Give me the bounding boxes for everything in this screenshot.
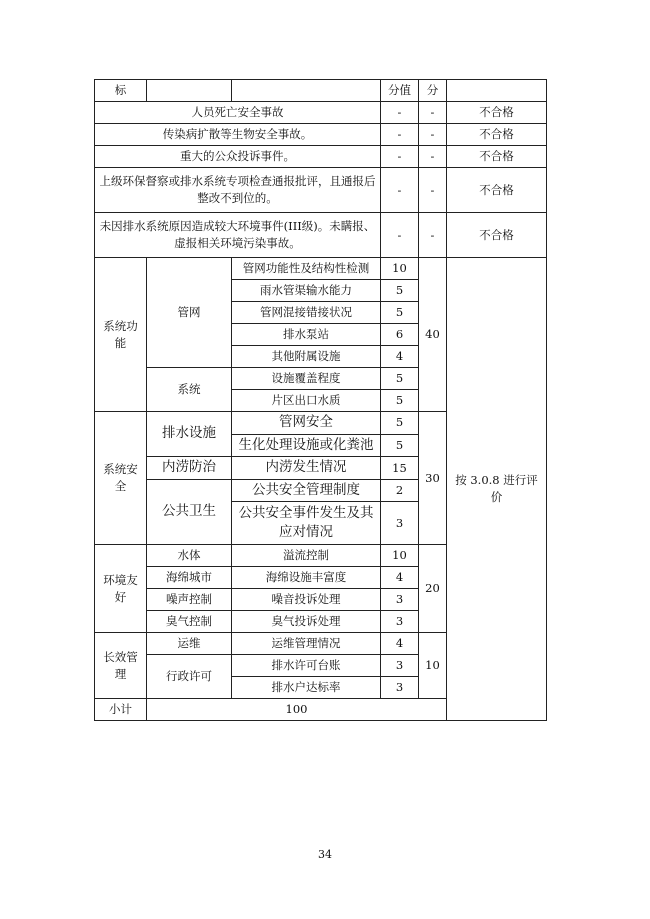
table-row: 排水户达标率 3 [95, 677, 547, 699]
table-row: 噪声控制 噪音投诉处理 3 [95, 589, 547, 611]
table-row: 环境友好 水体 溢流控制 10 20 [95, 545, 547, 567]
table-row: 生化处理设施或化粪池 5 [95, 434, 547, 457]
subcategory-drainage-facilities: 排水设施 [147, 412, 232, 457]
veto-row: 重大的公众投诉事件。 - - 不合格 [95, 146, 547, 168]
table-row: 行政许可 排水许可台账 3 [95, 655, 547, 677]
veto-row: 上级环保督察或排水系统专项检查通报批评，且通报后整改不到位的。 - - 不合格 [95, 168, 547, 213]
subcategory-water-body: 水体 [147, 545, 232, 567]
category-total: 20 [419, 545, 447, 633]
subcategory-public-health: 公共卫生 [147, 479, 232, 545]
table-row: 系统功能 管网 管网功能性及结构性检测 10 40 按 3.0.8 进行评价 [95, 258, 547, 280]
subcategory-system: 系统 [147, 368, 232, 412]
veto-item: 人员死亡安全事故 [95, 102, 381, 124]
category-system-function: 系统功能 [95, 258, 147, 412]
table-row: 片区出口水质 5 [95, 390, 547, 412]
subcategory-odor-control: 臭气控制 [147, 611, 232, 633]
table-row: 海绵城市 海绵设施丰富度 4 [95, 567, 547, 589]
header-points: 分 [419, 80, 447, 102]
category-total: 10 [419, 633, 447, 699]
veto-result: 不合格 [447, 213, 547, 258]
veto-result: 不合格 [447, 124, 547, 146]
category-environment: 环境友好 [95, 545, 147, 633]
table-header-row [95, 80, 547, 102]
table-row: 排水泵站 6 [95, 324, 547, 346]
category-system-safety: 系统安全 [95, 412, 147, 545]
table-row: 臭气控制 臭气投诉处理 3 [95, 611, 547, 633]
table-row: 长效管理 运维 运维管理情况 4 10 [95, 633, 547, 655]
table-row: 公共卫生 公共安全管理制度 2 [95, 479, 547, 502]
veto-result: 不合格 [447, 146, 547, 168]
subcategory-sponge-city: 海绵城市 [147, 567, 232, 589]
header-score: 分值 [381, 80, 419, 102]
table-row: 系统安全 排水设施 管网安全 5 30 [95, 412, 547, 435]
veto-result: 不合格 [447, 168, 547, 213]
veto-item: 未因排水系统原因造成较大环境事件(III级)。未瞒报、虚报相关环境污染事故。 [95, 213, 381, 258]
evaluation-note: 按 3.0.8 进行评价 [447, 258, 547, 721]
subcategory-operation: 运维 [147, 633, 232, 655]
category-long-term-management: 长效管理 [95, 633, 147, 699]
subcategory-waterlogging: 内涝防治 [147, 457, 232, 480]
table-row: 雨水管渠输水能力 5 [95, 280, 547, 302]
veto-item: 重大的公众投诉事件。 [95, 146, 381, 168]
subtotal-label: 小计 [95, 699, 147, 721]
veto-row: 未因排水系统原因造成较大环境事件(III级)。未瞒报、虚报相关环境污染事故。 - - 不合格 [95, 213, 547, 258]
veto-item: 上级环保督察或排水系统专项检查通报批评，且通报后整改不到位的。 [95, 168, 381, 213]
veto-row: 传染病扩散等生物安全事故。 - - 不合格 [95, 124, 547, 146]
table-row: 内涝防治 内涝发生情况 15 [95, 457, 547, 480]
header-indicator: 标 [95, 80, 147, 102]
subtotal-value: 100 [147, 699, 447, 721]
evaluation-table: 标 分值 分 人员死亡安全事故 - - 不合格 传染病扩散等生物安全事故。 - - 不合格 重大的公众投诉事件。 - - 不合格 上级环保督察或排水系统专项检查通报批评，且通报后整改不到位的。 - - 不合格 未因排水系统原因造成较大环境事件(III级)。未瞒报、虚报相关环境污染事故。 - - 不合格 系统功能 管网 管网功能性及结构性检测 10 40 按 3.0.8 进行评价 雨水管渠输水能力 5 管网混接错接状况 5 排水泵站 6 其他附属设施 4 系统 设施覆盖程度 5 片区出口水质 5 系统安全 排水设施 管网安全 5 30 生化处理设施或化粪池 5 内涝防治 内涝发生情况 15 公共卫生 公共安全管理制度 2 公共安全事件发生及其应对情况 3 环境友好 水体 溢流控制 10 20 海绵城市 海绵设施丰富度 4 噪声控制 噪音投诉处理 3 臭气控制 臭气投诉处理 3 长效管理 运维 运维管理情况 4 10 行政许可 排水许可台账 3 排水户达标率 3 小计 100 [94, 79, 547, 721]
veto-row: 人员死亡安全事故 - - 不合格 [95, 102, 547, 124]
page-number: 34 [318, 848, 332, 861]
category-total: 30 [419, 412, 447, 545]
table-row: 管网混接错接状况 5 [95, 302, 547, 324]
table-row: 其他附属设施 4 [95, 346, 547, 368]
subcategory-admin-permit: 行政许可 [147, 655, 232, 699]
category-total: 40 [419, 258, 447, 412]
veto-result: 不合格 [447, 102, 547, 124]
table-row: 系统 设施覆盖程度 5 [95, 368, 547, 390]
subcategory-pipe-network: 管网 [147, 258, 232, 368]
subcategory-noise-control: 噪声控制 [147, 589, 232, 611]
veto-item: 传染病扩散等生物安全事故。 [95, 124, 381, 146]
